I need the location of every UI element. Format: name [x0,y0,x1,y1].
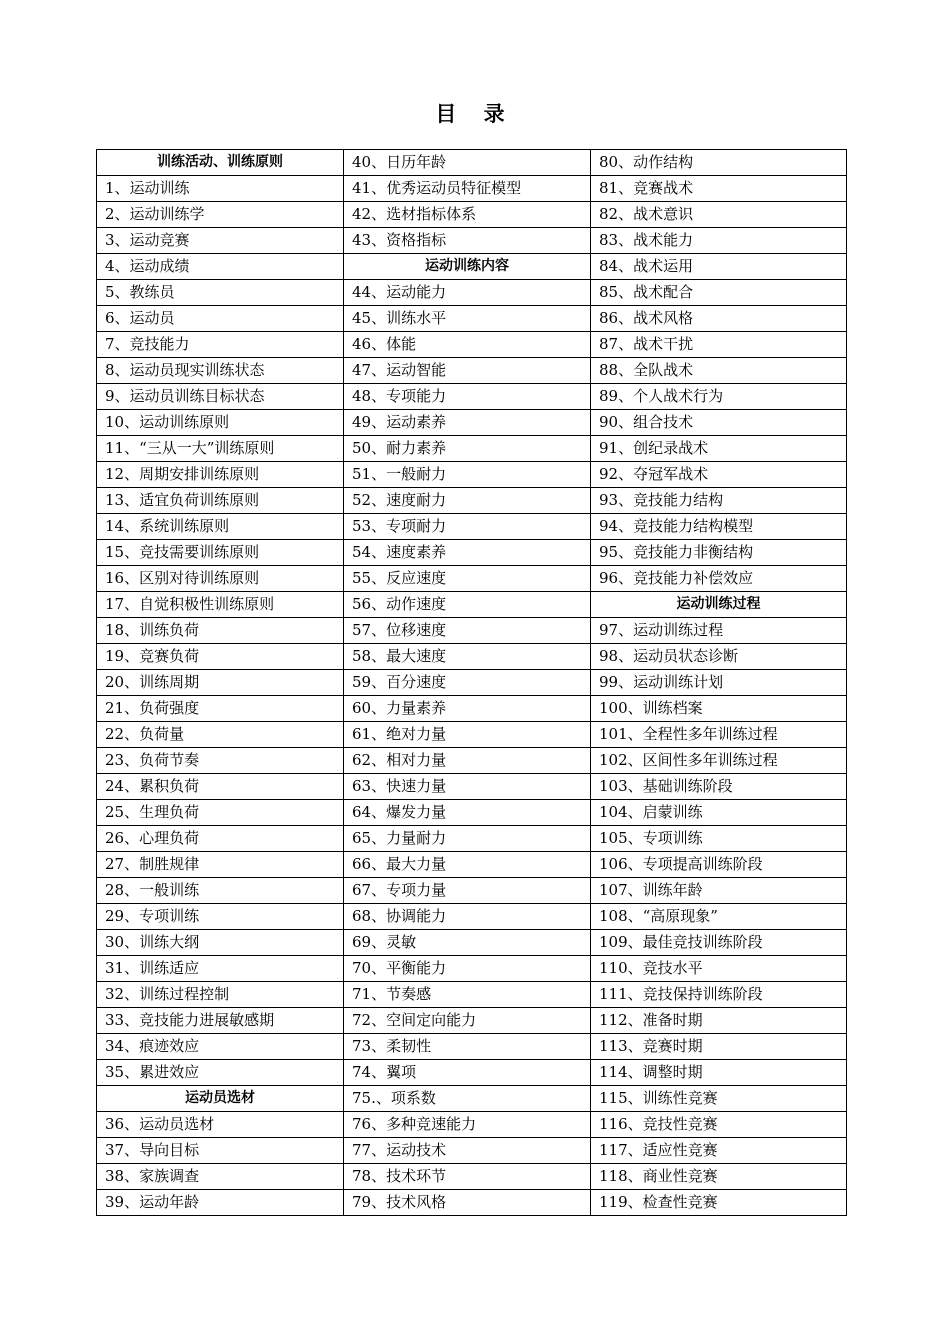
table-row [97,748,847,774]
toc-entry: 46、体能 [344,332,591,358]
toc-entry: 113、竞赛时期 [591,1034,847,1060]
section-heading: 运动训练内容 [344,254,591,280]
toc-entry: 78、技术环节 [344,1164,591,1190]
toc-entry: 111、竞技保持训练阶段 [591,982,847,1008]
toc-entry: 89、个人战术行为 [591,384,847,410]
toc-entry: 98、运动员状态诊断 [591,644,847,670]
toc-entry: 41、优秀运动员特征模型 [344,176,591,202]
toc-entry: 81、竞赛战术 [591,176,847,202]
table-row [97,358,847,384]
toc-entry: 13、适宜负荷训练原则 [97,488,344,514]
section-heading: 训练活动、训练原则 [97,150,344,176]
table-row [97,566,847,592]
toc-entry: 12、周期安排训练原则 [97,462,344,488]
table-row [97,800,847,826]
toc-entry: 7、竞技能力 [97,332,344,358]
table-row [97,670,847,696]
table-row [97,982,847,1008]
toc-entry: 75.、项系数 [344,1086,591,1112]
toc-entry: 85、战术配合 [591,280,847,306]
toc-entry: 42、选材指标体系 [344,202,591,228]
table-row [97,1164,847,1190]
toc-entry: 95、竞技能力非衡结构 [591,540,847,566]
toc-entry: 19、竞赛负荷 [97,644,344,670]
toc-entry: 69、灵敏 [344,930,591,956]
toc-entry: 23、负荷节奏 [97,748,344,774]
toc-entry: 83、战术能力 [591,228,847,254]
table-row [97,280,847,306]
toc-entry: 50、耐力素养 [344,436,591,462]
table-row [97,852,847,878]
toc-entry: 94、竞技能力结构模型 [591,514,847,540]
table-row [97,618,847,644]
table-row [97,592,847,618]
table-row [97,1008,847,1034]
table-row [97,332,847,358]
toc-entry: 99、运动训练计划 [591,670,847,696]
toc-entry: 60、力量素养 [344,696,591,722]
toc-entry: 48、专项能力 [344,384,591,410]
toc-entry: 32、训练过程控制 [97,982,344,1008]
toc-entry: 64、爆发力量 [344,800,591,826]
table-row [97,410,847,436]
toc-entry: 71、节奏感 [344,982,591,1008]
page-title: 目 录 [435,102,515,126]
toc-entry: 87、战术干扰 [591,332,847,358]
table-row [97,176,847,202]
toc-entry: 73、柔韧性 [344,1034,591,1060]
toc-entry: 39、运动年龄 [97,1190,344,1216]
toc-entry: 74、翼项 [344,1060,591,1086]
table-row [97,1190,847,1216]
toc-entry: 18、训练负荷 [97,618,344,644]
toc-entry: 34、痕迹效应 [97,1034,344,1060]
table-row [97,202,847,228]
toc-entry: 33、竞技能力进展敏感期 [97,1008,344,1034]
table-row [97,228,847,254]
toc-entry: 63、快速力量 [344,774,591,800]
toc-entry: 93、竞技能力结构 [591,488,847,514]
toc-entry: 24、累积负荷 [97,774,344,800]
toc-entry: 116、竞技性竞赛 [591,1112,847,1138]
toc-entry: 58、最大速度 [344,644,591,670]
toc-entry: 27、制胜规律 [97,852,344,878]
toc-entry: 84、战术运用 [591,254,847,280]
toc-entry: 86、战术风格 [591,306,847,332]
table-row [97,384,847,410]
table-row [97,514,847,540]
toc-entry: 96、竞技能力补偿效应 [591,566,847,592]
toc-entry: 62、相对力量 [344,748,591,774]
toc-entry: 16、区别对待训练原则 [97,566,344,592]
toc-entry: 114、调整时期 [591,1060,847,1086]
table-row [97,1112,847,1138]
toc-entry: 82、战术意识 [591,202,847,228]
toc-entry: 30、训练大纲 [97,930,344,956]
table-row [97,488,847,514]
toc-entry: 106、专项提高训练阶段 [591,852,847,878]
toc-entry: 4、运动成绩 [97,254,344,280]
toc-entry: 57、位移速度 [344,618,591,644]
toc-entry: 43、资格指标 [344,228,591,254]
toc-entry: 88、全队战术 [591,358,847,384]
toc-entry: 56、动作速度 [344,592,591,618]
toc-entry: 72、空间定向能力 [344,1008,591,1034]
table-row [97,904,847,930]
toc-entry: 21、负荷强度 [97,696,344,722]
toc-entry: 97、运动训练过程 [591,618,847,644]
toc-entry: 66、最大力量 [344,852,591,878]
table-row [97,436,847,462]
toc-entry: 70、平衡能力 [344,956,591,982]
toc-entry: 3、运动竞赛 [97,228,344,254]
toc-entry: 80、动作结构 [591,150,847,176]
toc-entry: 100、训练档案 [591,696,847,722]
toc-body [97,150,847,1216]
table-row [97,1086,847,1112]
toc-entry: 108、“高原现象” [591,904,847,930]
table-row [97,254,847,280]
toc-entry: 49、运动素养 [344,410,591,436]
toc-entry: 79、技术风格 [344,1190,591,1216]
toc-entry: 22、负荷量 [97,722,344,748]
toc-entry: 26、心理负荷 [97,826,344,852]
table-row [97,774,847,800]
toc-entry: 15、竞技需要训练原则 [97,540,344,566]
toc-entry: 38、家族调查 [97,1164,344,1190]
toc-entry: 8、运动员现实训练状态 [97,358,344,384]
toc-entry: 11、“三从一大”训练原则 [97,436,344,462]
toc-entry: 61、绝对力量 [344,722,591,748]
toc-entry: 28、一般训练 [97,878,344,904]
toc-entry: 117、适应性竞赛 [591,1138,847,1164]
table-row [97,696,847,722]
toc-entry: 29、专项训练 [97,904,344,930]
toc-entry: 20、训练周期 [97,670,344,696]
toc-entry: 9、运动员训练目标状态 [97,384,344,410]
toc-entry: 104、启蒙训练 [591,800,847,826]
toc-entry: 6、运动员 [97,306,344,332]
toc-entry: 25、生理负荷 [97,800,344,826]
toc-entry: 110、竞技水平 [591,956,847,982]
toc-entry: 45、训练水平 [344,306,591,332]
toc-entry: 55、反应速度 [344,566,591,592]
toc-entry: 112、准备时期 [591,1008,847,1034]
toc-entry: 76、多种竞速能力 [344,1112,591,1138]
toc-entry: 65、力量耐力 [344,826,591,852]
toc-entry: 40、日历年龄 [344,150,591,176]
toc-entry: 1、运动训练 [97,176,344,202]
table-row [97,1138,847,1164]
toc-entry: 77、运动技术 [344,1138,591,1164]
table-row [97,826,847,852]
toc-entry: 14、系统训练原则 [97,514,344,540]
toc-entry: 68、协调能力 [344,904,591,930]
table-row [97,540,847,566]
table-row [97,1034,847,1060]
toc-entry: 31、训练适应 [97,956,344,982]
toc-entry: 35、累进效应 [97,1060,344,1086]
toc-entry: 52、速度耐力 [344,488,591,514]
toc-entry: 115、训练性竞赛 [591,1086,847,1112]
section-heading: 运动训练过程 [591,592,847,618]
toc-entry: 105、专项训练 [591,826,847,852]
table-row [97,150,847,176]
toc-entry: 90、组合技术 [591,410,847,436]
toc-entry: 2、运动训练学 [97,202,344,228]
table-row [97,462,847,488]
toc-entry: 47、运动智能 [344,358,591,384]
toc-entry: 67、专项力量 [344,878,591,904]
toc-entry: 101、全程性多年训练过程 [591,722,847,748]
toc-entry: 51、一般耐力 [344,462,591,488]
section-heading: 运动员选材 [97,1086,344,1112]
table-row [97,956,847,982]
toc-entry: 5、教练员 [97,280,344,306]
toc-entry: 109、最佳竞技训练阶段 [591,930,847,956]
table-row [97,644,847,670]
table-row [97,306,847,332]
table-row [97,722,847,748]
toc-entry: 53、专项耐力 [344,514,591,540]
toc-entry: 91、创纪录战术 [591,436,847,462]
toc-entry: 37、导向目标 [97,1138,344,1164]
toc-entry: 107、训练年龄 [591,878,847,904]
toc-entry: 119、检查性竞赛 [591,1190,847,1216]
toc-entry: 17、自觉积极性训练原则 [97,592,344,618]
toc-entry: 102、区间性多年训练过程 [591,748,847,774]
toc-entry: 44、运动能力 [344,280,591,306]
toc-entry: 36、运动员选材 [97,1112,344,1138]
toc-table [96,149,847,1216]
table-row [97,878,847,904]
toc-entry: 59、百分速度 [344,670,591,696]
toc-entry: 92、夺冠军战术 [591,462,847,488]
toc-entry: 54、速度素养 [344,540,591,566]
table-row [97,1060,847,1086]
toc-entry: 118、商业性竞赛 [591,1164,847,1190]
table-row [97,930,847,956]
toc-entry: 10、运动训练原则 [97,410,344,436]
toc-entry: 103、基础训练阶段 [591,774,847,800]
